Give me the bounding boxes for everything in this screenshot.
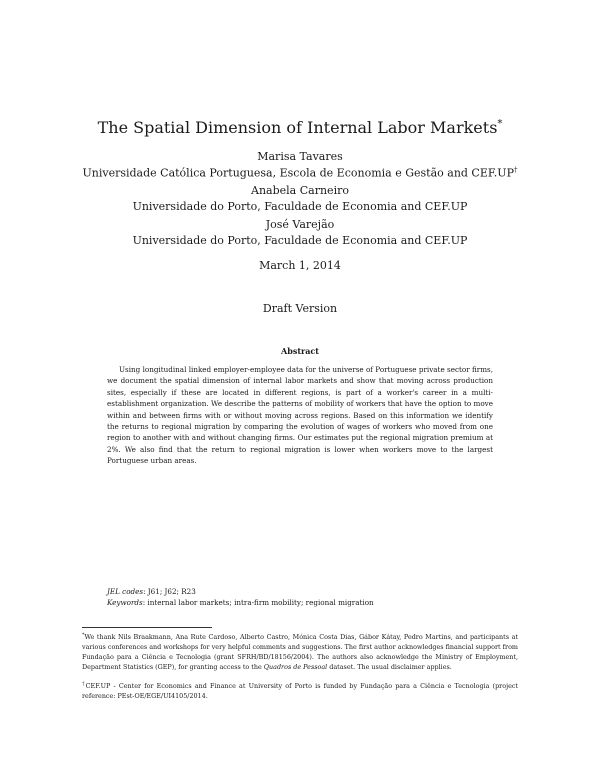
footnote-text-end: dataset. The usual disclaimer applies. (329, 662, 452, 671)
footnote-rule (82, 627, 212, 628)
abstract-heading: Abstract (281, 346, 319, 356)
paper-title (0, 118, 600, 137)
footnote-mark: † (82, 681, 86, 687)
keywords: : internal labor markets; intra-firm mobility; regional migration (142, 598, 374, 607)
footnote-acknowledgements (82, 631, 518, 672)
draft-version: Draft Version (262, 302, 338, 315)
affiliation-text: Universidade Católica Portuguesa, Escola de Economia e Gestão and CEF.UP (82, 166, 514, 180)
author-affiliation: Universidade do Porto, Faculdade de Economia and CEF.UP (132, 200, 468, 213)
title-footnote-mark: * (497, 118, 503, 130)
paper-date: March 1, 2014 (259, 259, 341, 272)
author-name: José Varejão (265, 218, 335, 231)
keywords-line (107, 597, 374, 608)
paper-title-text: The Spatial Dimension of Internal Labor Markets (97, 118, 498, 137)
abstract-text: Using longitudinal linked employer-employee data for the universe of Portuguese private sector firms, we document the spatial dimension of internal labor markets and show that moving across production sites, especially if these are located in different regions, is part of a worker's career in a multi-establishment organization. We describe the patterns of mobility of workers that have the option to move within and between firms with or without moving across regions. Based on this information we identify the returns to regional migration by comparing the evolution of wages of workers who moved from one region to another with and without changing firms. Our estimates put the regional migration premium at 2%. We also find that the return to regional migration is lower when workers move to the largest Portuguese urban areas. (107, 365, 493, 466)
footnote-text: We thank Nils Braakmann, Ana Rute Cardoso, Alberto Castro, Mónica Costa Dias, Gábor Kátay, Pedro Martins, and participants at various conferences and workshops for very helpful comments and suggestions. The first author acknowledges financial support from Fundação para a Ciência e Tecnologia (grant SFRH/BD/18156/2004). The authors also acknowledge the Ministry of Employment, Department Statistics (GEP), for granting access to the (82, 633, 518, 671)
author-name: Anabela Carneiro (251, 184, 349, 197)
footnote-dataset-name: Quadros de Pessoal (263, 662, 328, 671)
affiliation-footnote-mark: † (513, 166, 518, 174)
footnote-text: CEF.UP - Center for Economics and Finance at University of Porto is funded by Fundação para a Ciência e Tecnologia (project reference: PEst-OE/EGE/UI4105/2014. (82, 682, 518, 700)
footnote-cefup (82, 680, 518, 702)
footnote-mark: * (82, 632, 85, 638)
author-name: Marisa Tavares (257, 150, 343, 163)
jel-label: JEL codes (107, 587, 144, 596)
jel-codes: : J61; J62; R23 (143, 587, 196, 596)
jel-codes-line (107, 586, 196, 597)
author-affiliation: Universidade do Porto, Faculdade de Economia and CEF.UP (132, 234, 468, 247)
author-affiliation (0, 166, 600, 180)
keywords-label: Keywords (107, 598, 143, 607)
